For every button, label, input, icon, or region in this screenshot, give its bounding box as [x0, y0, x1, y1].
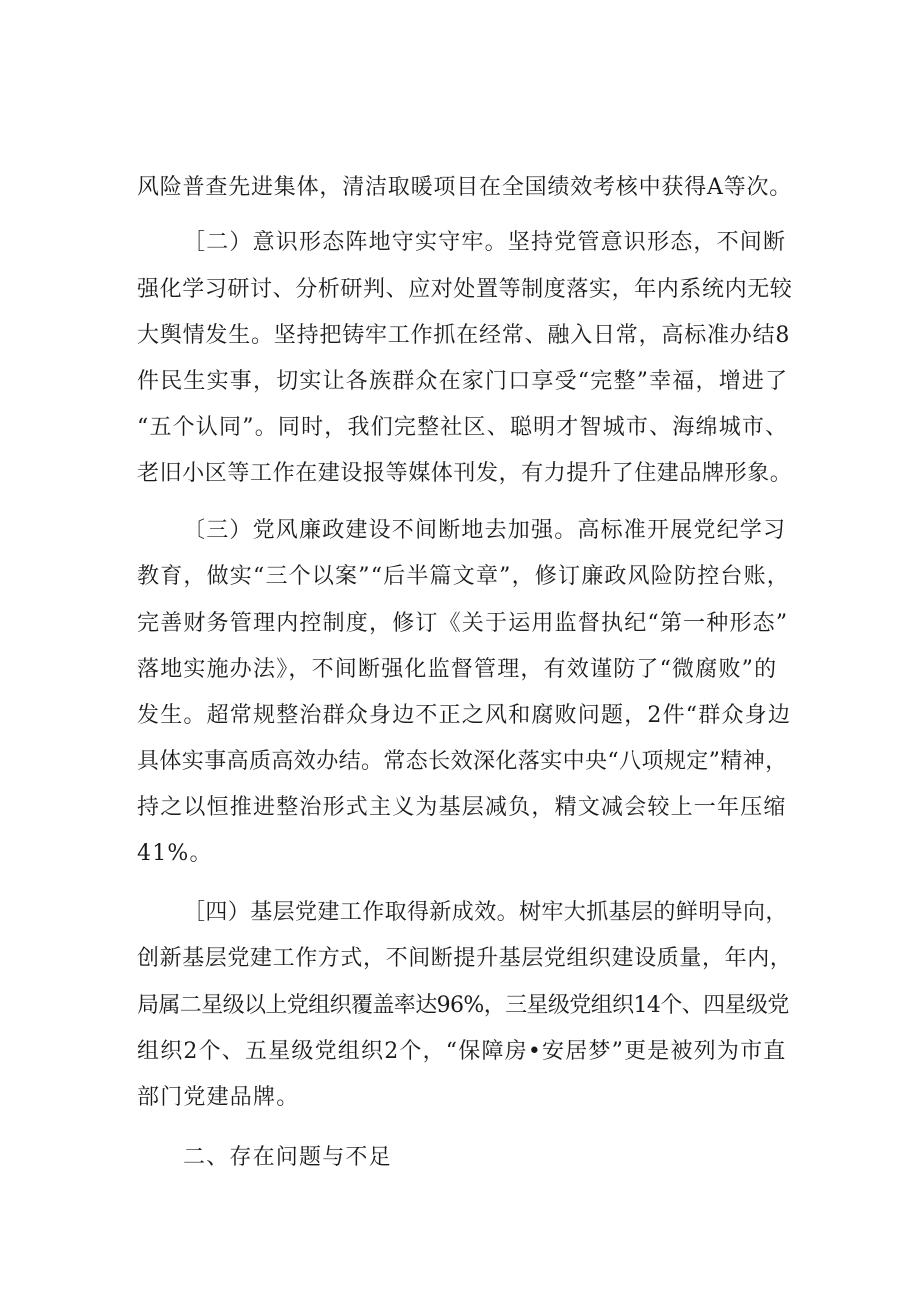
paragraph-line: 大舆情发生。坚持把铸牢工作抓在经常、融入日常，高标准办结8 [137, 323, 791, 348]
paragraph-line: 件民生实事，切实让各族群众在家门口享受“完整”幸福，增进了 [137, 369, 789, 394]
paragraph-line: 强化学习研讨、分析研判、应对处置等制度落实，年内系统内无较 [137, 277, 793, 302]
paragraph-line: ［二）意识形态阵地守实守牢。坚持党管意识形态，不间断 [183, 230, 787, 255]
paragraph-line: 部门党建品牌。 [137, 1085, 300, 1110]
paragraph-line: 局属二星级以上党组织覆盖率达96%，三星级党组织14个、四星级党 [137, 993, 789, 1018]
paragraph-line: 发生。超常规整治群众身边不正之风和腐败问题，2件“群众身边 [137, 703, 792, 728]
paragraph-line: 持之以恒推进整治形式主义为基层减负，精文减会较上一年压缩 [137, 795, 787, 820]
paragraph-line: 具体实事高质高效办结。常态长效深化落实中央“八项规定”精神， [137, 749, 788, 774]
paragraph-line: 落地实施办法》，不间断强化监督管理，有效谨防了“微腐败”的 [137, 657, 778, 682]
paragraph-line: 组织2个、五星级党组织2个，“保障房•安居梦”更是被列为市直 [137, 1039, 787, 1064]
paragraph-line: 老旧小区等工作在建设报等媒体刊发，有力提升了住建品牌形象。 [137, 461, 793, 486]
paragraph-line: “五个认同”。同时，我们完整社区、聪明才智城市、海绵城市、 [137, 415, 789, 440]
paragraph-line: 〔三）党风廉政建设不间断地去加强。高标准开展党纪学习 [183, 518, 787, 543]
paragraph-line: 完善财务管理内控制度，修订《关于运用监督执纪“第一种形态” [137, 611, 789, 636]
paragraph-line: 创新基层党建工作方式，不间断提升基层党组织建设质量，年内， [137, 946, 793, 971]
section-heading: 二、存在问题与不足 [183, 1145, 392, 1170]
paragraph-line: 教育，做实“三个以案”“后半篇文章”，修订廉政风险防控台账， [137, 564, 790, 589]
paragraph-line: ［四）基层党建工作取得新成效。树牢大抓基层的鲜明导向， [183, 900, 788, 925]
paragraph-line: 风险普查先进集体，清洁取暖项目在全国绩效考核中获得A等次。 [137, 175, 793, 200]
paragraph-line: 41%。 [137, 841, 213, 866]
